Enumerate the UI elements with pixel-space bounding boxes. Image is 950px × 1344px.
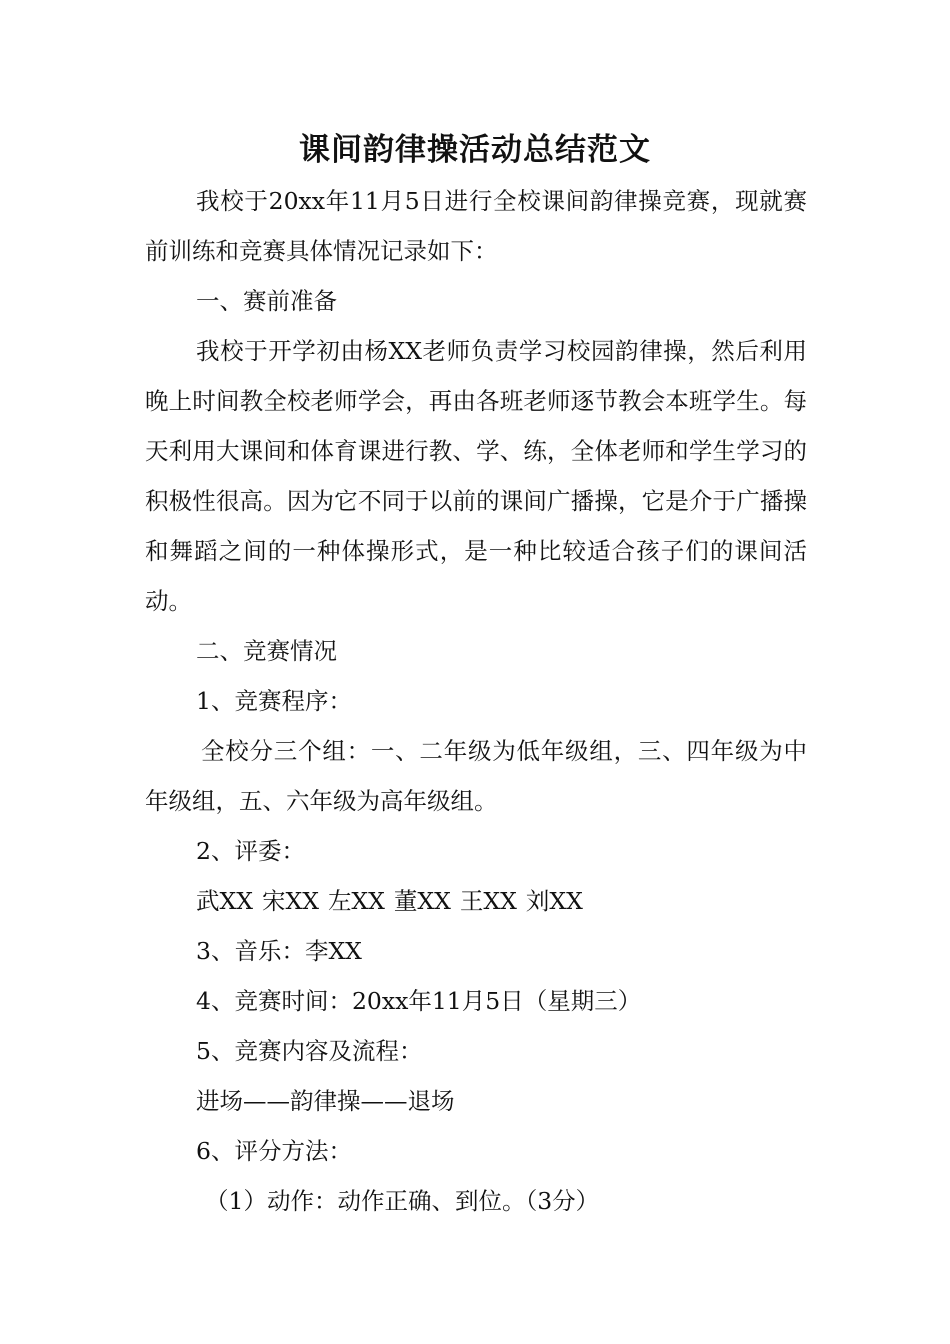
judge-name: 刘XX [525,887,583,915]
document-body [145,176,807,1226]
section1-heading: 一、赛前准备 [196,287,337,315]
judge-name: 王XX [459,887,517,915]
item6-sub1: （1）动作：动作正确、到位。（3分） [205,1187,600,1215]
item5-line: 进场——韵律操——退场 [196,1087,455,1115]
intro-paragraph: 我校于20xx年11月5日进行全校课间韵律操竞赛，现就赛前训练和竞赛具体情况记录如下： [145,187,807,265]
document-title: 课间韵律操活动总结范文 [299,132,651,168]
item3-line: 3、音乐：李XX [196,937,362,965]
judge-name: 左XX [327,887,385,915]
judge-name: 宋XX [261,887,319,915]
item6-heading: 6、评分方法： [196,1137,352,1165]
section1-paragraph: 我校于开学初由杨XX老师负责学习校园韵律操，然后利用晚上时间教全校老师学会，再由各班老师逐节教会本班学生。每天利用大课间和体育课进行教、学、练，全体老师和学生学习的积极性很高。因为它不同于以前的课间广播操，它是介于广播操和舞蹈之间的一种体操形式，是一种比较适合孩子们的课间活动。 [145,337,807,615]
item4-line: 4、竞赛时间：20xx年11月5日（星期三） [196,987,642,1015]
item1-paragraph: 全校分三个组：一、二年级为低年级组，三、四年级为中年级组，五、六年级为高年级组。 [145,737,807,815]
item5-heading: 5、竞赛内容及流程： [196,1037,423,1065]
judge-name: 董XX [393,887,451,915]
judge-name: 武XX [196,887,253,915]
judges-list [145,876,807,926]
item1-heading: 1、竞赛程序： [196,687,352,715]
item2-heading: 2、评委： [196,837,305,865]
section2-heading: 二、竞赛情况 [196,637,337,665]
